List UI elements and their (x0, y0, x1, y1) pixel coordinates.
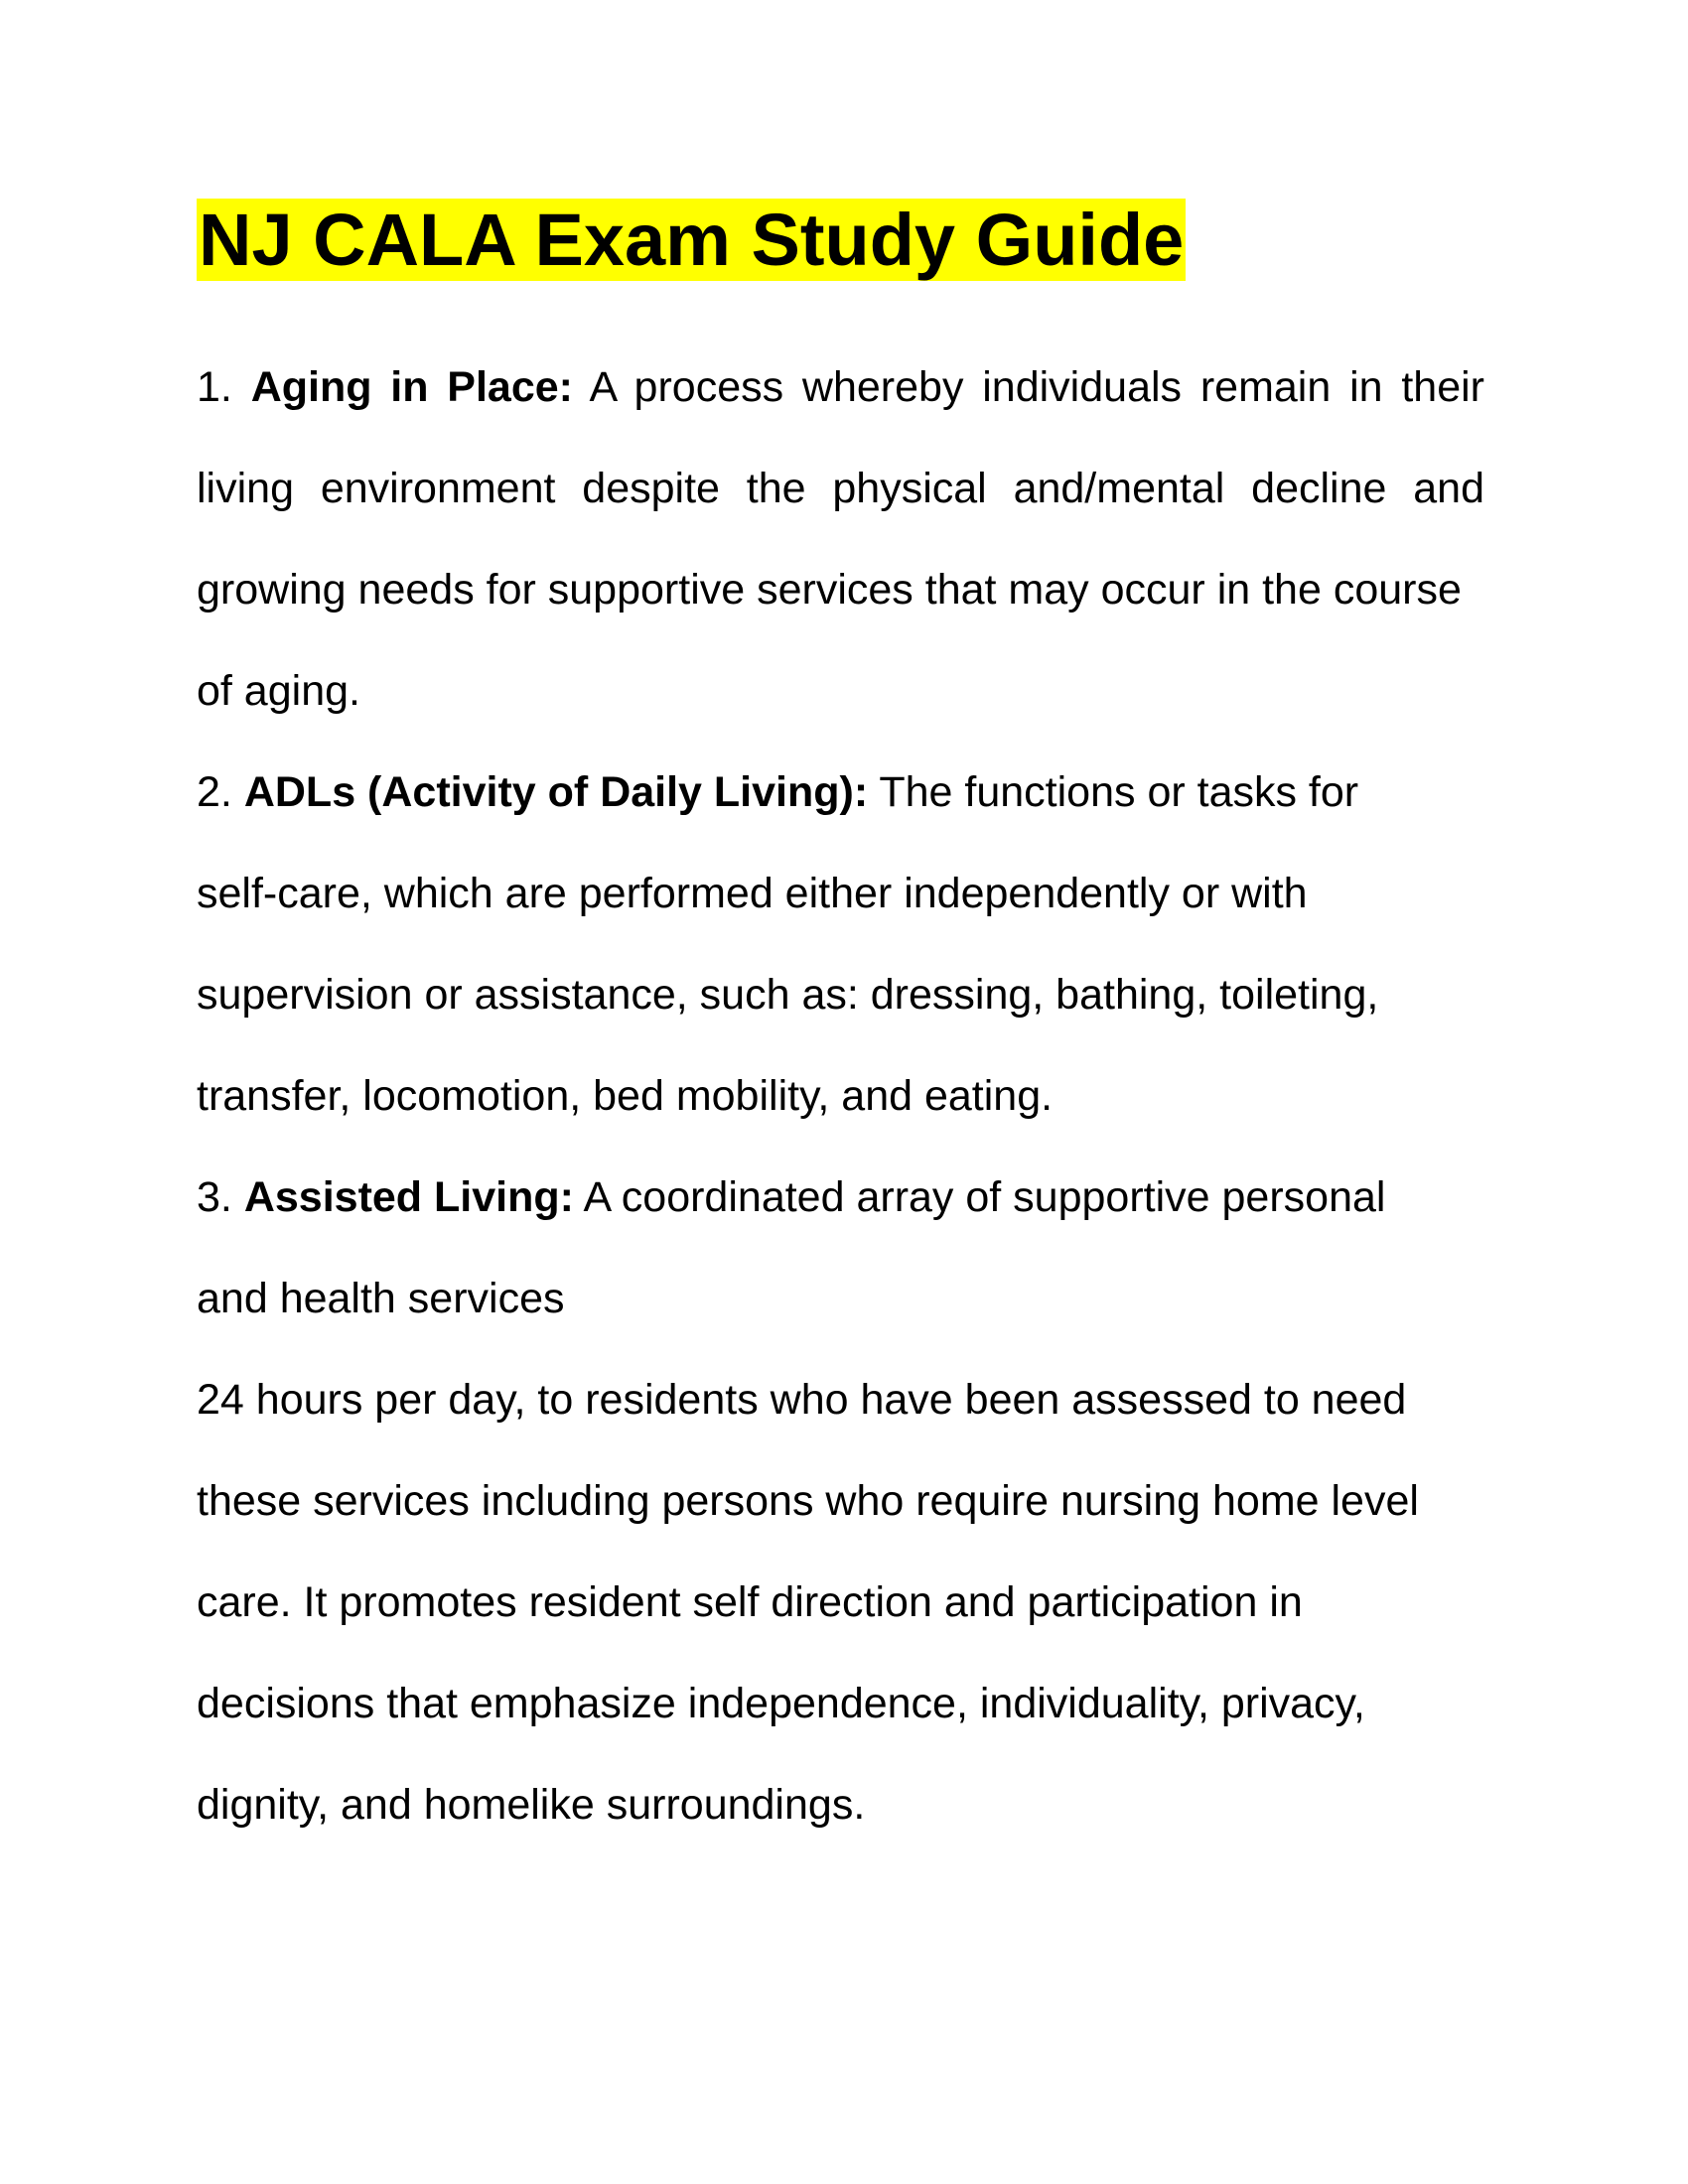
item-2-number: 2. (197, 768, 232, 816)
item-1-number: 1. (197, 363, 232, 411)
item-1-line-2: living environment despite the physical and/mental decline and (197, 465, 1484, 512)
item-1-text: A process whereby individuals remain in their (589, 363, 1484, 411)
item-1-term: Aging in Place: (250, 363, 573, 411)
item-3-text: A coordinated array of supportive personal (583, 1173, 1386, 1221)
page-title (197, 199, 1186, 282)
item-3-line-6: decisions that emphasize independence, individuality, privacy, (197, 1680, 1365, 1727)
item-1-line-4: of aging. (197, 667, 360, 715)
item-1-line-3: growing needs for supportive services that may occur in the course (197, 566, 1462, 614)
item-3-line-1 (197, 1172, 1385, 1222)
item-3-line-4: these services including persons who require nursing home level (197, 1477, 1419, 1525)
item-1-line-1 (197, 362, 1484, 412)
item-2-line-3: supervision or assistance, such as: dressing, bathing, toileting, (197, 971, 1379, 1019)
item-3-line-3: 24 hours per day, to residents who have been assessed to need (197, 1376, 1407, 1424)
item-2-line-1 (197, 767, 1358, 817)
item-2-term: ADLs (Activity of Daily Living): (243, 768, 869, 816)
item-3-number: 3. (197, 1173, 232, 1221)
item-2-line-2: self-care, which are performed either independently or with (197, 870, 1308, 917)
item-3-term: Assisted Living: (243, 1173, 574, 1221)
title-highlight: NJ CALA Exam Study Guide (199, 199, 1185, 281)
item-3-line-2: and health services (197, 1275, 565, 1322)
item-2-line-4: transfer, locomotion, bed mobility, and eating. (197, 1072, 1054, 1120)
item-2-text: The functions or tasks for (879, 768, 1359, 816)
item-3-line-7: dignity, and homelike surroundings. (197, 1781, 866, 1829)
item-3-line-5: care. It promotes resident self direction and participation in (197, 1578, 1303, 1626)
